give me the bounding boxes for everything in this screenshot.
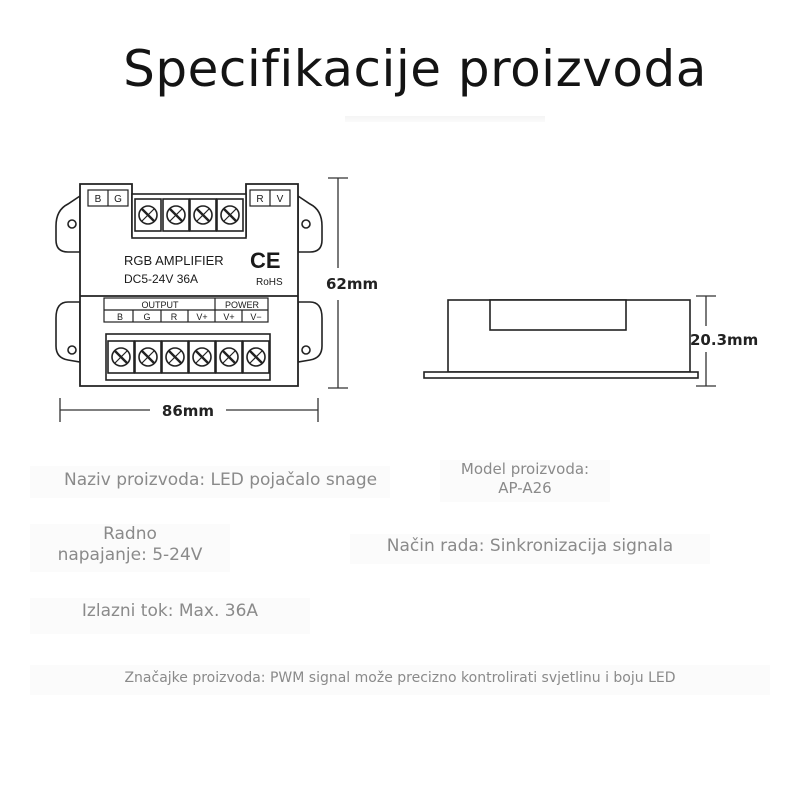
output-group-label: OUTPUT bbox=[141, 300, 179, 310]
right-mounting-ears bbox=[298, 196, 322, 362]
depth-label: 20.3mm bbox=[690, 331, 759, 349]
spec-product-features: Značajke proizvoda: PWM signal može precizno kontrolirati svjetlinu i boju LED bbox=[30, 665, 770, 695]
device-title: RGB AMPLIFIER bbox=[124, 253, 224, 268]
ce-mark: CE bbox=[250, 248, 281, 273]
rohs-mark: RoHS bbox=[256, 277, 283, 288]
terminal-label: V+ bbox=[223, 312, 235, 322]
spec-product-name: Naziv proizvoda: LED pojačalo snage bbox=[30, 466, 390, 498]
height-label: 62mm bbox=[326, 275, 379, 293]
spec-power-line1: Radno bbox=[103, 524, 157, 544]
terminal-label: V− bbox=[250, 312, 262, 322]
spec-operating-mode: Način rada: Sinkronizacija signala bbox=[350, 534, 710, 564]
input-label: R bbox=[256, 194, 264, 205]
terminal-label: R bbox=[170, 312, 178, 322]
input-terminal-block bbox=[132, 194, 246, 238]
input-label: V bbox=[276, 194, 284, 205]
terminal-label: B bbox=[116, 312, 124, 322]
spec-power-line2: napajanje: 5-24V bbox=[57, 545, 203, 566]
input-label: B bbox=[94, 194, 102, 205]
spec-model-label: Model proizvoda: bbox=[460, 460, 590, 478]
side-view bbox=[424, 300, 698, 378]
spec-model-value: AP-A26 bbox=[498, 478, 552, 497]
width-label: 86mm bbox=[161, 402, 215, 420]
spec-output-current: Izlazni tok: Max. 36A bbox=[30, 598, 310, 634]
terminal-label: V+ bbox=[196, 312, 208, 322]
device-rating: DC5-24V 36A bbox=[124, 272, 199, 286]
left-mounting-ears bbox=[56, 196, 80, 362]
terminal-label: G bbox=[143, 312, 151, 322]
spec-power-supply bbox=[30, 524, 230, 572]
power-group-label: POWER bbox=[224, 300, 260, 310]
page-title: Specifikacije proizvoda bbox=[123, 40, 707, 98]
spec-product-model bbox=[440, 460, 610, 502]
output-terminal-block bbox=[106, 334, 270, 380]
input-label: G bbox=[114, 194, 122, 205]
